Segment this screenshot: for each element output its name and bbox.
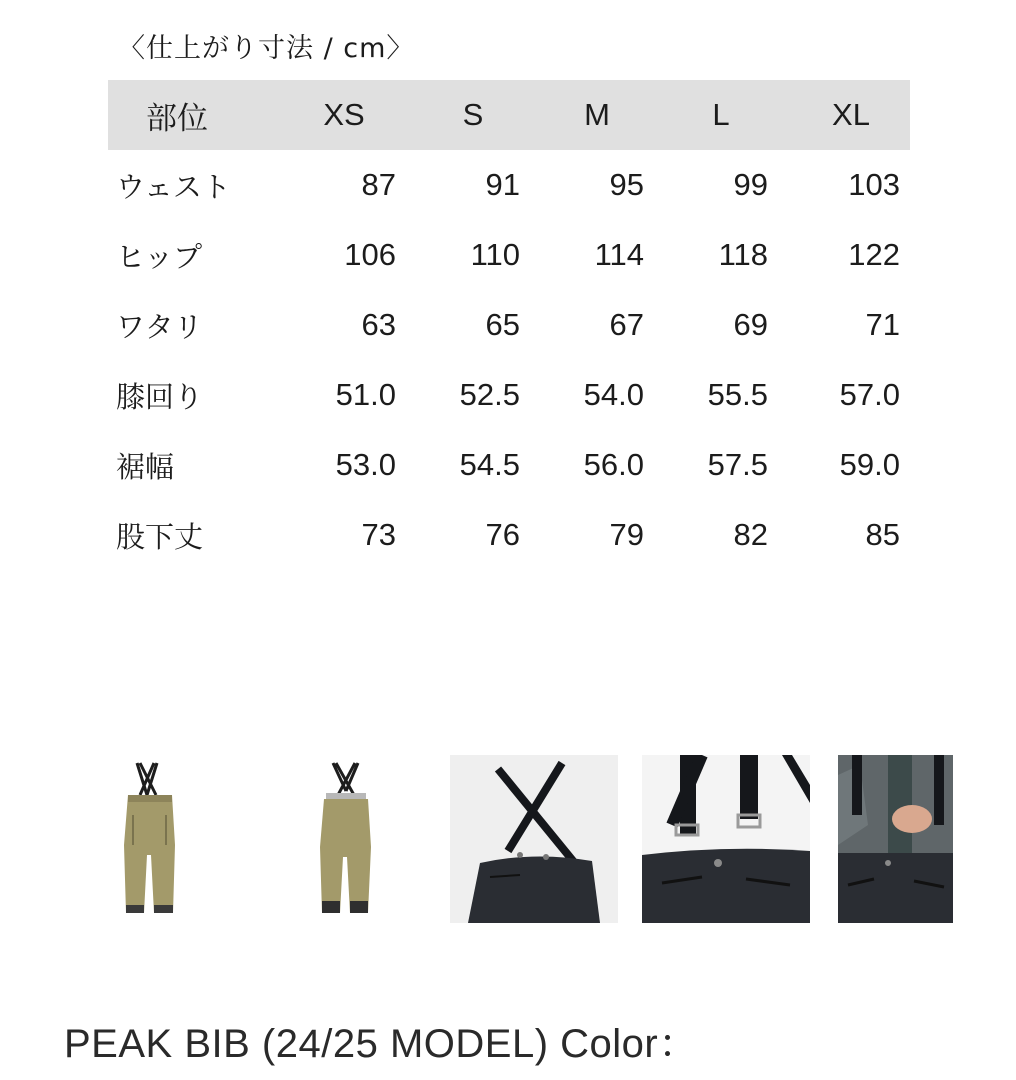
table-cell: 57.0 [839,377,900,412]
black-bib-suspenders-photo[interactable] [450,755,618,923]
table-cell: 73 [361,517,396,552]
table-row [108,290,910,360]
table-cell: 122 [848,237,900,272]
table-cell: 69 [733,307,768,342]
table-cell: 95 [609,167,644,202]
table-cell: 114 [594,237,644,272]
table-cell: 79 [609,517,644,552]
table-cell: 51.0 [335,377,396,412]
row-label: 膝回り [116,379,204,414]
product-name-line: PEAK BIB (24/25 MODEL) Color： [64,1022,699,1066]
table-cell: 106 [344,237,396,272]
table-header-row [108,80,910,150]
table-cell: 110 [470,237,520,272]
header-s: S [462,97,484,132]
table-row [108,430,910,500]
table-cell: 55.5 [707,377,768,412]
header-l: L [712,97,730,132]
row-label: ヒップ [116,239,203,274]
khaki-bib-back-photo[interactable] [296,755,396,923]
size-table [108,80,910,570]
header-xs: XS [323,97,365,132]
black-bib-buckle-detail-photo[interactable] [642,755,810,923]
table-cell: 63 [361,307,396,342]
black-bib-worn-detail-photo[interactable] [838,755,953,923]
table-row [108,360,910,430]
table-cell: 87 [361,167,396,202]
table-cell: 82 [733,517,768,552]
table-row [108,500,910,570]
size-caption: 〈仕上がり寸法 / cm〉 [118,33,415,64]
table-cell: 118 [718,237,768,272]
header-part: 部位 [146,100,208,136]
table-cell: 52.5 [459,377,520,412]
table-row [108,220,910,290]
table-cell: 71 [865,307,900,342]
product-photo-strip [0,755,1016,925]
row-label: 股下丈 [116,519,204,554]
table-cell: 76 [485,517,520,552]
table-cell: 103 [848,167,900,202]
table-cell: 85 [865,517,900,552]
table-cell: 59.0 [839,447,900,482]
header-xl: XL [832,97,870,132]
table-row [108,150,910,220]
row-label: ワタリ [116,309,203,344]
table-cell: 53.0 [335,447,396,482]
table-cell: 99 [733,167,768,202]
row-label: 裾幅 [116,449,175,484]
table-cell: 54.0 [583,377,644,412]
header-m: M [584,97,610,132]
table-cell: 91 [485,167,520,202]
khaki-bib-front-photo[interactable] [100,755,200,923]
table-cell: 65 [485,307,520,342]
table-cell: 56.0 [583,447,644,482]
table-cell: 57.5 [707,447,768,482]
table-cell: 67 [609,307,644,342]
row-label: ウェスト [116,169,231,204]
table-cell: 54.5 [459,447,520,482]
